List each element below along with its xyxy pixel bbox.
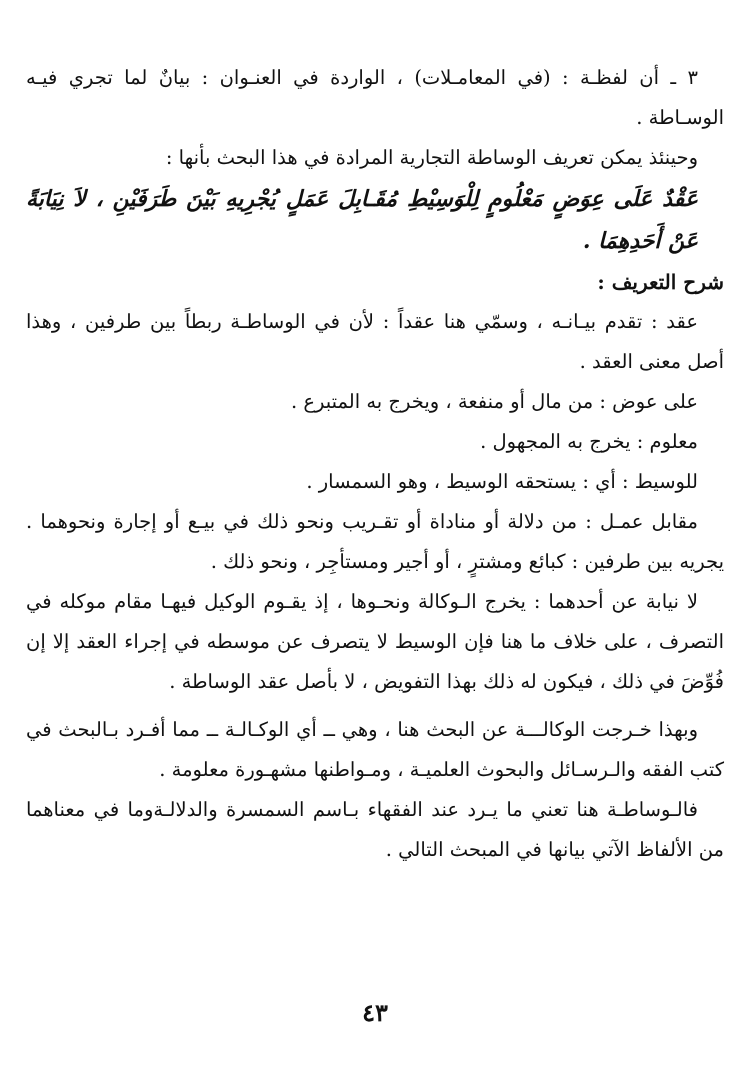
item-broker: للوسيط : أي : يستحقه الوسيط ، وهو السمسار . <box>306 470 698 493</box>
paragraph-work: مقابل عمـل : من دلالة أو مناداة أو تقـريب ونحو ذلك في بيـع أو إجارة ونحوهما . يجريه بين طرفين : كبائع ومشترٍ ، أو أجير ومستأجِر ، ونحو ذلك . <box>26 510 724 573</box>
paragraph-agency: لا نيابة عن أحدهما : يخرج الـوكالة ونحـوها ، إذ يقـوم الوكيل فيهـا مقام موكله في التصرف ، على خلاف ما هنا فإن الوسيط لا يتصرف عن موسطه في إجراء العقد إلا إن فُوِّضَ في ذلك ، فيكون له ذلك بهذا التفويض ، لا بأصل عقد الوساطة . <box>26 590 724 693</box>
page-number: ٤٣ <box>362 998 388 1027</box>
definition-text: عَقْدٌ عَلَى عِوَضٍ مَعْلُومٍ لِلْوَسِيْطِ مُقَـابِلَ عَمَلٍ يُجْرِيهِ بَيْنَ طَرَفَيْنِ ، لاَ نِيَابَةً عَنْ أَحَدِهِمَا . <box>26 186 698 254</box>
spacer <box>26 702 724 710</box>
paragraph-exclusion: وبهذا خـرجت الوكالـــة عن البحث هنا ، وهي ــ أي الوكـالـة ــ مما أفـرد بـالبحث في كتب الفقه والـرسـائل والبحوث العلميـة ، ومـواطنها مشهـورة معلومة . <box>26 718 724 781</box>
item-known: معلوم : يخرج به المجهول . <box>480 430 698 453</box>
paragraph-title-note: ٣ ـ أن لفظـة : (في المعامـلات) ، الواردة في العنـوان : بيانٌ لما تجري فيـه الوسـاطة . <box>26 66 724 129</box>
item-compensation: على عوض : من مال أو منفعة ، ويخرج به المتبرع . <box>290 390 698 413</box>
paragraph-definition-intro: وحينئذ يمكن تعريف الوساطة التجارية المرادة في هذا البحث بأنها : <box>165 146 698 169</box>
paragraph-conclusion: فالـوساطـة هنا تعني ما يـرد عند الفقهاء بـاسم السمسرة والدلالـةوما في معناهما من الألفاظ الآتي بيانها في المبحث التالي . <box>26 798 724 861</box>
paragraph-contract: عقد : تقدم بيـانـه ، وسمّي هنا عقداً : لأن في الوساطـة ربطاً بين طرفين ، وهذا أصل معنى العقد . <box>26 310 724 373</box>
section-heading: شرح التعريف : <box>597 270 724 294</box>
